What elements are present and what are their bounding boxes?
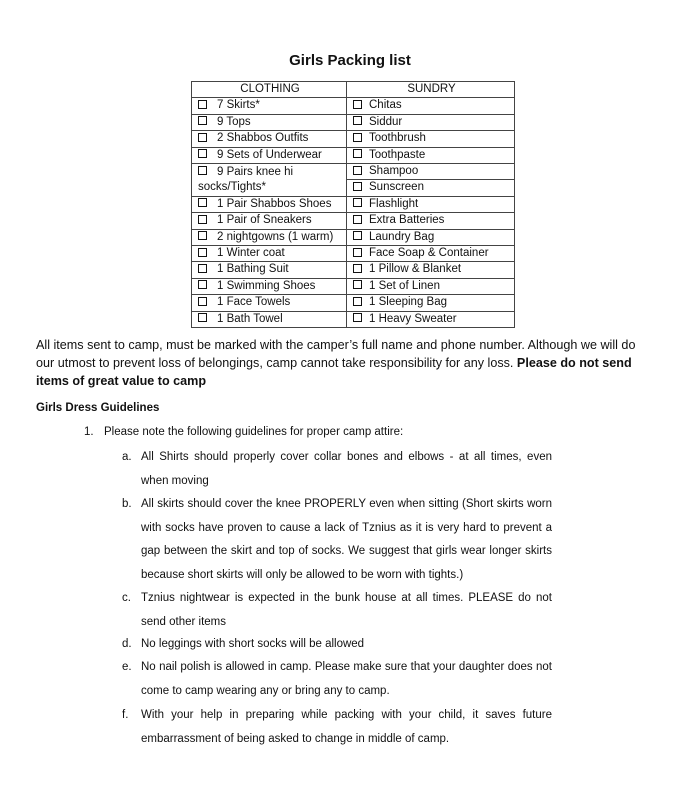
sundry-item: Face Soap & Container: [369, 247, 489, 260]
clothing-item: 1 Winter coat: [217, 247, 285, 260]
sundry-cell: [347, 196, 515, 212]
sundry-cell: [347, 278, 515, 294]
section-heading: Girls Dress Guidelines: [36, 402, 160, 414]
checkbox-icon[interactable]: [198, 149, 207, 158]
column-header-clothing: CLOTHING: [192, 82, 347, 98]
clothing-cell: [192, 229, 347, 245]
clothing-item: 2 Shabbos Outfits: [217, 132, 309, 145]
notice-paragraph: [36, 336, 636, 390]
checkbox-icon[interactable]: [198, 166, 207, 175]
table-row: [192, 147, 515, 163]
sub-item-text: All Shirts should properly cover collar bones and elbows - at all times, even when moving: [141, 451, 552, 487]
sundry-cell: [347, 229, 515, 245]
sundry-item: Laundry Bag: [369, 230, 435, 243]
table-row: [192, 98, 515, 114]
packing-table: [191, 81, 515, 328]
sub-item-b: [122, 493, 552, 587]
table-row: [192, 229, 515, 245]
clothing-item: 1 Bathing Suit: [217, 263, 289, 276]
sundry-item: Chitas: [369, 99, 402, 112]
sub-item-text: Tznius nightwear is expected in the bunk house at all times. PLEASE do not send other items: [141, 592, 552, 628]
clothing-cell: [192, 114, 347, 130]
notice-bold-text: Please do not send items of great value to camp: [36, 356, 632, 388]
sundry-cell: [347, 131, 515, 147]
checkbox-icon[interactable]: [198, 133, 207, 142]
page-title: Girls Packing list: [289, 52, 411, 69]
sub-item-text: With your help in preparing while packing with your child, it saves future embarrassment of being asked to change in middle of camp.: [141, 709, 552, 745]
sub-item-text: No nail polish is allowed in camp. Please make sure that your daughter does not come to camp wearing any or bring any to camp.: [141, 661, 552, 697]
sub-item-e: [122, 656, 552, 703]
table-row: [192, 196, 515, 212]
checkbox-icon[interactable]: [353, 231, 362, 240]
checkbox-icon[interactable]: [198, 313, 207, 322]
table-row: [192, 114, 515, 130]
checkbox-icon[interactable]: [198, 231, 207, 240]
list-item-text: Please note the following guidelines for proper camp attire:: [104, 426, 404, 438]
sub-item-d: [122, 633, 552, 657]
checkbox-icon[interactable]: [353, 133, 362, 142]
list-number: 1.: [84, 426, 94, 438]
sundry-item: 1 Heavy Sweater: [369, 312, 457, 325]
table-row: [192, 278, 515, 294]
checkbox-icon[interactable]: [198, 248, 207, 257]
table-row: [192, 262, 515, 278]
clothing-cell: [192, 213, 347, 229]
checkbox-icon[interactable]: [353, 215, 362, 224]
checkbox-icon[interactable]: [353, 297, 362, 306]
checkbox-icon[interactable]: [353, 313, 362, 322]
sundry-cell: [347, 147, 515, 163]
sub-item-a: [122, 446, 552, 493]
checkbox-icon[interactable]: [353, 100, 362, 109]
checkbox-icon[interactable]: [198, 198, 207, 207]
column-header-sundry: SUNDRY: [347, 82, 515, 98]
sundry-item: 1 Pillow & Blanket: [369, 263, 462, 276]
checkbox-icon[interactable]: [353, 264, 362, 273]
sundry-cell: [347, 164, 515, 180]
clothing-item: 9 Sets of Underwear: [217, 148, 322, 161]
sub-item-f: [122, 704, 552, 751]
sundry-cell: [347, 114, 515, 130]
checkbox-icon[interactable]: [198, 100, 207, 109]
clothing-item: 1 Face Towels: [217, 296, 291, 309]
sundry-cell: [347, 295, 515, 311]
clothing-item-continued: socks/Tights*: [198, 180, 266, 193]
sub-item-letter: a.: [122, 451, 132, 463]
clothing-item: 1 Bath Towel: [217, 312, 283, 325]
clothing-cell: [192, 98, 347, 114]
clothing-cell: [192, 295, 347, 311]
sub-item-letter: d.: [122, 638, 132, 650]
sundry-item: Siddur: [369, 115, 403, 128]
table-row: [192, 213, 515, 229]
checkbox-icon[interactable]: [353, 198, 362, 207]
sub-item-letter: b.: [122, 498, 132, 510]
table-row: [192, 164, 515, 180]
checkbox-icon[interactable]: [198, 280, 207, 289]
sundry-item: 1 Sleeping Bag: [369, 296, 448, 309]
clothing-item: 1 Swimming Shoes: [217, 279, 316, 292]
sub-item-text: No leggings with short socks will be allowed: [141, 638, 365, 650]
clothing-cell: [192, 262, 347, 278]
sundry-item: Sunscreen: [369, 181, 424, 194]
table-header-row: [192, 82, 515, 98]
clothing-item: 9 Pairs knee hi: [217, 165, 294, 178]
sundry-cell: [347, 246, 515, 262]
clothing-item: 1 Pair Shabbos Shoes: [217, 197, 332, 210]
clothing-cell: [192, 246, 347, 262]
clothing-cell: [192, 278, 347, 294]
clothing-item: 1 Pair of Sneakers: [217, 214, 312, 227]
sub-item-letter: c.: [122, 592, 131, 604]
list-item: [84, 426, 403, 438]
checkbox-icon[interactable]: [353, 280, 362, 289]
checkbox-icon[interactable]: [198, 215, 207, 224]
checkbox-icon[interactable]: [353, 166, 362, 175]
sub-item-letter: e.: [122, 661, 132, 673]
clothing-item: 2 nightgowns (1 warm): [217, 230, 334, 243]
checkbox-icon[interactable]: [353, 116, 362, 125]
sub-item-letter: f.: [122, 709, 129, 721]
sundry-item: Flashlight: [369, 197, 419, 210]
notice-text: All items sent to camp, must be marked with the camper’s full name and phone number. Although we will do our utmost to prevent loss of belongings, camp cannot take responsibility for any loss.: [36, 338, 636, 370]
clothing-cell: [192, 196, 347, 212]
clothing-cell: [192, 311, 347, 327]
checkbox-icon[interactable]: [198, 116, 207, 125]
sundry-cell: [347, 180, 515, 196]
sundry-item: Toothpaste: [369, 148, 426, 161]
checkbox-icon[interactable]: [353, 182, 362, 191]
checkbox-icon[interactable]: [353, 149, 362, 158]
sundry-item: Shampoo: [369, 165, 419, 178]
clothing-cell: [192, 164, 347, 197]
clothing-item: 9 Tops: [217, 115, 251, 128]
sundry-cell: [347, 213, 515, 229]
clothing-cell: [192, 131, 347, 147]
sub-item-text: All skirts should cover the knee PROPERLY even when sitting (Short skirts worn with socks have proven to cause a lack of Tznius as it is very hard to prevent a gap between the skirt and top of socks. We suggest that girls wear longer skirts because short skirts will only be allowed to be worn with tights.): [141, 498, 552, 581]
table-row: [192, 246, 515, 262]
table-row: [192, 311, 515, 327]
sundry-cell: [347, 262, 515, 278]
sundry-item: Extra Batteries: [369, 214, 445, 227]
checkbox-icon[interactable]: [198, 264, 207, 273]
clothing-item: 7 Skirts*: [217, 99, 260, 112]
table-row: [192, 131, 515, 147]
checkbox-icon[interactable]: [198, 297, 207, 306]
sundry-item: 1 Set of Linen: [369, 279, 440, 292]
sundry-cell: [347, 98, 515, 114]
sundry-item: Toothbrush: [369, 132, 426, 145]
checkbox-icon[interactable]: [353, 248, 362, 257]
table-row: [192, 295, 515, 311]
sundry-cell: [347, 311, 515, 327]
sub-item-c: [122, 587, 552, 634]
clothing-cell: [192, 147, 347, 163]
